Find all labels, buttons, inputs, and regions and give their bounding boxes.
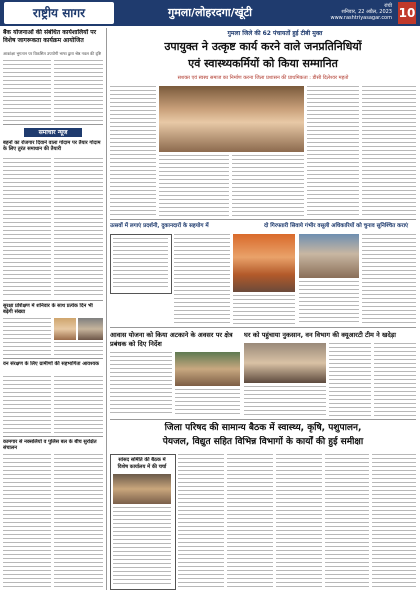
mid-body-col4	[299, 281, 359, 324]
mid-story-body-b	[175, 389, 240, 416]
left-story2-body-b	[54, 158, 103, 298]
mid-banner-left: उत्सवों में लगाएं प्रदर्शनी, दुकानदारों के सहयोग में	[110, 223, 209, 229]
lead-body-col5	[362, 86, 416, 216]
left-story3-body-b	[54, 342, 103, 356]
divider	[3, 436, 103, 437]
masthead-date: शनिवार, 22 अप्रैल, 2023	[341, 9, 392, 15]
lead-subheadline: सशक्त एवं स्वस्थ समाज का निर्माण करना जिला प्रशासन की प्राथमिकता : डीसी दिलेश्वर महतो	[177, 75, 349, 81]
divider	[3, 300, 103, 301]
lead-headline-line1: उपायुक्त ने उत्कृष्ट कार्य करने वाले जनप्रतिनिधियों	[164, 40, 362, 53]
mid-banner-right: दो गिरफ्तारी सिवाये गंभीर वसूली अधिकारियों को चुनाव सुनिश्चित कराएं	[264, 223, 409, 229]
divider	[110, 419, 416, 420]
bottom-box-photo	[113, 474, 171, 504]
bottom-body-col3	[276, 454, 322, 588]
bottom-body-col1	[178, 454, 224, 588]
mid-story2-photo	[244, 343, 326, 383]
masthead-meta	[322, 3, 392, 21]
left-story2-body-a	[3, 158, 51, 298]
masthead-city: रांची	[384, 3, 392, 9]
left-story5-body-b	[54, 454, 103, 588]
left-story4-body-a	[3, 376, 51, 434]
mid-photo	[233, 234, 295, 292]
mid-story2-body-c	[374, 343, 416, 416]
left-story1-title: बैंक योजनाओं की संबंधित कार्यशालियों पर विशेष जागरूकता कार्यक्रम आयोजित	[3, 29, 97, 44]
bottom-box-title: सांसद समिति की बैठक में विशेष कार्यालय में की चर्चा	[117, 457, 167, 470]
lead-body-col3	[232, 155, 304, 216]
divider	[3, 124, 103, 125]
section-tag: समाचार न्यूज	[24, 128, 82, 137]
column-rule	[106, 28, 107, 590]
lead-kicker: गुमला जिले की 62 पंचायतों हुई टीबी मुक्त	[227, 30, 323, 37]
mid-story-photo	[175, 352, 240, 386]
mid-photo-right	[299, 234, 359, 278]
bottom-body-col5	[372, 454, 416, 588]
mid-story2-body-a	[244, 386, 326, 416]
section-title: गुमला/लोहरदगा/खूंटी	[168, 6, 253, 19]
lead-body-col4	[307, 86, 359, 216]
mid-body-col2	[174, 234, 230, 324]
left-story5-title: कामगार से नक्सलियों व पुलिस बल के बीच सुरक्षित संचालन	[3, 439, 97, 451]
divider	[110, 327, 416, 328]
paper-name: राष्ट्रीय सागर	[4, 2, 114, 24]
left-story1-kicker: आकांक्षा भुगतान पर विकसित उपयोगी भाषा द्वारा श्रेष्ठ नवल की दृष्टि	[3, 51, 101, 56]
mid-story-body-a	[110, 352, 172, 416]
lead-body-col1	[110, 86, 156, 216]
left-story3-title: सुरक्षा प्रशिक्षण में शनिवार के साथ प्रत्येक दिन भी बढ़ेगी संख्या	[3, 303, 93, 315]
masthead	[0, 0, 420, 26]
left-story3-body-a	[3, 318, 51, 356]
left-story1-body-a	[3, 60, 51, 122]
page-number: 10	[398, 2, 416, 24]
divider	[3, 358, 103, 359]
left-story4-title: वन संरक्षण के लिए ग्रामीणों की सहभागिता आवश्यक	[3, 361, 99, 367]
lead-photo	[159, 86, 304, 152]
left-story4-body-b	[54, 376, 103, 434]
bottom-headline-line1: जिला परिषद की सामान्य बैठक में स्वास्थ्य, कृषि, पशुपालन,	[164, 423, 362, 433]
left-story1-body-b	[54, 60, 103, 122]
mid-body-col3	[233, 295, 295, 324]
mid-story-title: आवास योजना को किया अटकाने के अवसर पर क्षेत्र प्रबंधक को दिए निर्देश	[110, 331, 233, 348]
info-box-body	[113, 238, 168, 290]
mid-body-col5	[362, 234, 416, 324]
masthead-website: www.rashtriyasagar.com	[330, 15, 392, 21]
lead-headline-line2: एवं स्वास्थ्यकर्मियों को किया सम्मानित	[188, 57, 338, 70]
mid-story2-body-b	[329, 343, 371, 416]
divider	[110, 219, 416, 220]
bottom-body-col4	[325, 454, 369, 588]
portrait-photo	[54, 318, 76, 340]
left-story2-title: बहनों का रोजगार दिवाने वाला गोदाम पर तैयार गोदाम के लिए तुरंत समाधान की तैयारी	[3, 140, 101, 152]
bottom-body-col2	[227, 454, 273, 588]
mid-story2-title: घर को पहुंचाया नुकसान, वन विभाग की क्यूआरटी टीम ने खदेड़ा	[244, 331, 396, 339]
left-story5-body-a	[3, 454, 51, 588]
lead-body-col2	[159, 155, 229, 216]
bottom-headline-line2: पेयजल, विद्युत सहित विभिन्न विभागों के कार्यों की हुई समीक्षा	[162, 437, 364, 447]
bottom-box-body	[113, 507, 171, 585]
portrait-photo	[78, 318, 103, 340]
